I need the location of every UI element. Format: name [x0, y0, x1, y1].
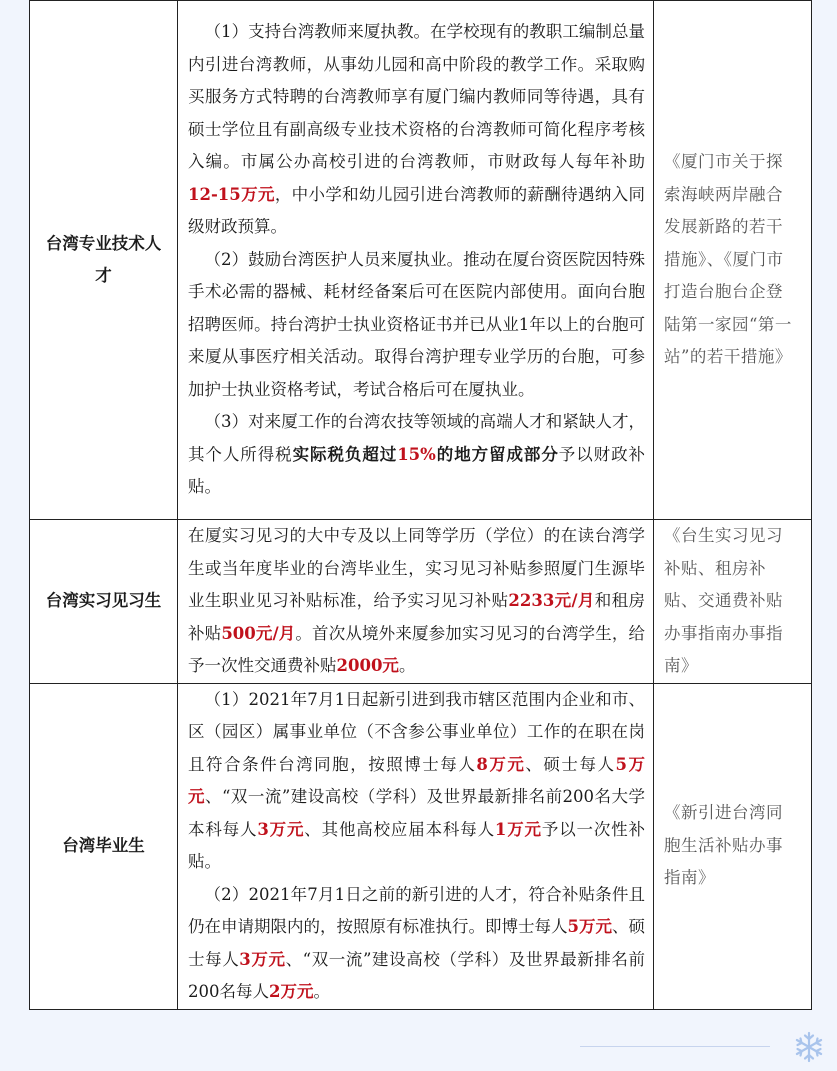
policy-paragraph — [188, 879, 645, 1009]
paragraph-text: 。 — [398, 656, 416, 675]
paragraph-text: 予以财政补贴。 — [188, 444, 646, 497]
paragraph-text: （2）鼓励台湾医护人员来厦执业。推动在厦台资医院因特殊手术必需的器械、耗材经备案后可在医院内部使用。面向台胞招聘医师。持台湾护士执业资格证书并已从业1年以上的台胞可来厦从事医疗相关活动。取得台湾护理专业学历的台胞，可参加护士执业资格考试，考试合格后可在厦执业。 — [188, 249, 645, 399]
paragraph-text: 、其他高校应届本科每人 — [304, 819, 495, 839]
highlight-amount: 1万元 — [494, 819, 542, 839]
paragraph-text: 和租房补贴 — [188, 591, 646, 643]
paragraph-text: 实际税负超过 — [292, 444, 398, 464]
basis-cell: 《台生实习见习补贴、租房补贴、交通费补贴 办事指南办事指南》 — [654, 520, 812, 684]
policy-paragraph — [188, 244, 645, 407]
policy-paragraph — [188, 16, 645, 244]
paragraph-text: ，中小学和幼儿园引进台湾教师的薪酬待遇纳入同级财政预算。 — [188, 184, 646, 237]
table-row-interns — [30, 520, 812, 684]
paragraph-text: 的地方留成部分 — [435, 444, 559, 464]
table-row-professionals — [30, 1, 812, 520]
paragraph-text: （3）对来厦工作的台湾农技等领域的高端人才和紧缺人才，其个人所得税 — [188, 412, 645, 464]
highlight-amount: 8万元 — [476, 754, 526, 774]
paragraph-text: 。 — [313, 982, 330, 1001]
category-cell: 台湾毕业生 — [30, 683, 178, 1009]
highlight-amount: 3万元 — [239, 949, 286, 969]
content-cell — [178, 683, 654, 1009]
highlight-amount: 2000元 — [336, 656, 399, 675]
paragraph-text: 。首次从境外来厦参加实习见习的台湾学生，给予一次性交通费补贴 — [188, 623, 646, 675]
highlight-amount: 12-15万元 — [188, 184, 275, 204]
paragraph-text: （1）支持台湾教师来厦执教。在学校现有的教职工编制总量内引进台湾教师，从事幼儿园和高中阶段的教学工作。采取购买服务方式特聘的台湾教师享有厦门编内教师同等待遇，具有硕士学位且有副高级专业技术资格的台湾教师可简化程序考核入编。市属公办高校引进的台湾教师，市财政每人每年补助 — [188, 22, 645, 172]
basis-cell: 《厦门市关于探索海峡两岸融合发展新路的若干措施》、《厦门市打造台胞台企登陆第一家园“第一站”的若干措施》 — [654, 1, 812, 520]
snowflake-icon — [793, 1031, 825, 1063]
highlight-amount: 500元/月 — [221, 623, 296, 643]
policy-paragraph — [188, 406, 645, 504]
paragraph-text: 予以一次性补贴。 — [188, 819, 645, 871]
paragraph-text: （2）2021年7月1日之前的新引进的人才，符合补贴条件且仍在申请期限内的，按照原有标准执行。即博士每人 — [188, 884, 645, 936]
highlight-amount: 5万元 — [567, 917, 612, 936]
paragraph-text: 、“双一流”建设高校（学科）及世界最新排名前200名大学本科每人 — [188, 787, 646, 839]
highlight-amount: 2233元/月 — [508, 591, 595, 610]
policy-paragraph — [188, 520, 645, 683]
policy-paragraph — [188, 684, 645, 879]
paragraph-text: 、“双一流”建设高校（学科）及世界最新排名前200名每人 — [188, 949, 646, 1001]
highlight-amount: 3万元 — [257, 819, 305, 839]
category-cell: 台湾专业技术人才 — [30, 1, 178, 520]
highlight-amount: 5万元 — [188, 754, 646, 806]
paragraph-text: （1）2021年7月1日起新引进到我市辖区范围内企业和市、区（园区）属事业单位（不含参公事业单位）工作的在职在岗且符合条件台湾同胞，按照博士每人 — [188, 689, 645, 774]
paragraph-text: 、硕士每人 — [188, 917, 646, 969]
footer-divider — [580, 1046, 770, 1047]
content-cell — [178, 520, 654, 684]
highlight-amount: 15% — [397, 444, 436, 464]
policy-table — [29, 0, 812, 1010]
table-row-graduates — [30, 683, 812, 1009]
category-cell: 台湾实习见习生 — [30, 520, 178, 684]
content-cell — [178, 1, 654, 520]
highlight-amount: 2万元 — [269, 982, 314, 1001]
paragraph-text: 、硕士每人 — [525, 754, 616, 774]
basis-cell: 《新引进台湾同胞生活补贴办事指南》 — [654, 683, 812, 1009]
paragraph-text: 在厦实习见习的大中专及以上同等学历（学位）的在读台湾学生或当年度毕业的台湾毕业生，实习见习补贴参照厦门生源毕业生职业见习补贴标准，给予实习见习补贴 — [188, 526, 645, 610]
